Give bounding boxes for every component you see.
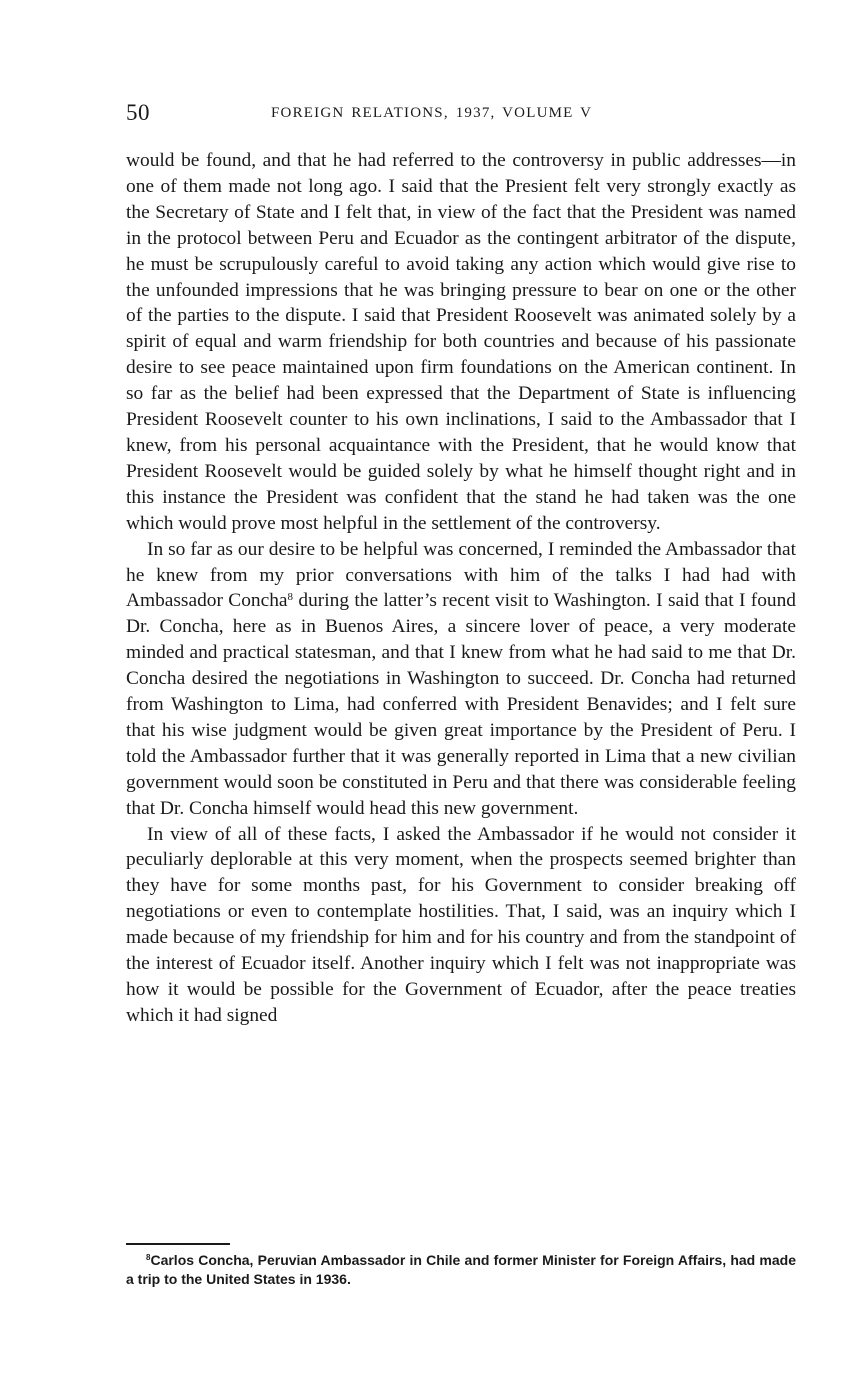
- footnote-marker: 8: [146, 1253, 151, 1263]
- paragraph: In view of all of these facts, I asked the Ambassador if he would not consider it peculiarly deplorable at this very moment, when the prospects seemed brighter than they have for some months past, for his Government to consider breaking off negotiations or even to contemplate hostilities. That, I said, was an inquiry which I made because of my friendship for him and for his country and from the standpoint of the interest of Ecuador itself. Another inquiry which I felt was not inappropriate was how it would be possible for the Government of Ecuador, after the peace treaties which it had signed: [126, 823, 796, 1026]
- paragraph: would be found, and that he had referred to the controversy in public addresses—in one of them made not long ago. I said that the Presient felt very strongly exactly as the Secretary of State and I felt that, in view of the fact that the President was named in the protocol between Peru and Ecuador as the contingent arbitrator of the dispute, he must be scrupulously careful to avoid taking any action which would give rise to the unfounded impressions that he was bringing pressure to bear on one or the other of the parties to the dispute. I said that President Roosevelt was animated solely by a spirit of equal and warm friendship for both countries and because of his passionate desire to see peace maintained upon firm foundations on the American continent. In so far as the belief had been expressed that the Department of State is influencing President Roosevelt counter to his own inclinations, I said to the Ambassador that I knew, from his personal acquaintance with the President, that he would know that President Roosevelt would be guided solely by what he himself thought right and in this instance the President was confident that the stand he had taken was the one which would prove most helpful in the settlement of the controversy.: [126, 150, 796, 534]
- footnote-reference: 8: [287, 591, 294, 604]
- paragraph-text: during the latter’s recent visit to Washington. I said that I found Dr. Concha, here as in Buenos Aires, a sincere lover of peace, a very moderate minded and practical statesman, and that I knew from what he had said to me that Dr. Concha desired the negotiations in Washington to succeed. Dr. Concha had returned from Washington to Lima, had conferred with President Benavides; and I felt sure that his wise judgment would be given great importance by the President of Peru. I told the Ambassador further that it was generally reported in Lima that a new civilian government would soon be constituted in Peru and that there was considerable feeling that Dr. Concha himself would head this new government.: [126, 590, 797, 819]
- footnote-divider: [126, 1243, 230, 1245]
- paragraph: [126, 537, 796, 822]
- document-page: [126, 100, 796, 1029]
- paragraph-text: In so far as our desire to be helpful was concerned, I reminded the Ambassador that he knew from my prior conversations with him of the talks I had had with Ambassador Concha: [126, 538, 796, 612]
- body-text: [126, 148, 796, 1029]
- running-title: FOREIGN RELATIONS, 1937, VOLUME V: [271, 105, 593, 121]
- page-number: 50: [126, 100, 150, 125]
- running-header: [126, 100, 796, 130]
- footnote: [126, 1251, 796, 1289]
- footnote-text: Carlos Concha, Peruvian Ambassador in Chile and former Minister for Foreign Affairs, had made a trip to the United States in 1936.: [126, 1252, 796, 1287]
